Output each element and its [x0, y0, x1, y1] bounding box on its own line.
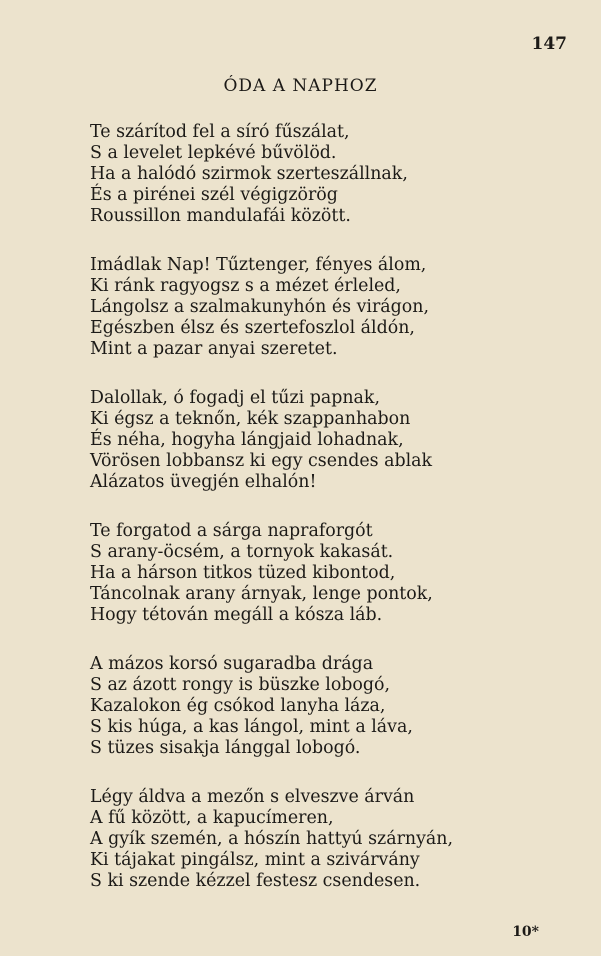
stanza-3: [90, 388, 453, 493]
poem-line: És a pirénei szél végigzörög: [90, 185, 338, 205]
poem-line: S arany-öcsém, a tornyok kakasát.: [90, 542, 394, 562]
poem-line: Légy áldva a mezőn s elveszve árván: [90, 787, 415, 807]
poem-line: Egészben élsz és szertefoszlol áldón,: [90, 318, 415, 338]
poem-line: Hogy tétován megáll a kósza láb.: [90, 605, 383, 625]
poem-line: Ha a hárson titkos tüzed kibontod,: [90, 563, 396, 583]
stanza-5: [90, 654, 453, 759]
poem-body: [90, 122, 453, 920]
page-number: 147: [531, 34, 567, 54]
stanza-6: [90, 787, 453, 892]
poem-line: És néha, hogyha lángjaid lohadnak,: [90, 430, 404, 450]
poem-title: ÓDA A NAPHOZ: [223, 76, 378, 96]
poem-line: Ki égsz a teknőn, kék szappanhabon: [90, 409, 411, 429]
poem-line: S az ázott rongy is büszke lobogó,: [90, 675, 391, 695]
poem-line: S ki szende kézzel festesz csendesen.: [90, 871, 421, 891]
stanza-1: [90, 122, 453, 227]
stanza-4: [90, 521, 453, 626]
poem-line: Ki tájakat pingálsz, mint a szivárvány: [90, 850, 420, 870]
poem-line: Alázatos üvegjén elhalón!: [90, 472, 317, 492]
poem-line: Kazalokon ég csókod lanyha láza,: [90, 696, 386, 716]
poem-line: Lángolsz a szalmakunyhón és virágon,: [90, 297, 429, 317]
poem-line: A fű között, a kapucímeren,: [90, 808, 334, 828]
poem-line: Roussillon mandulafái között.: [90, 206, 351, 226]
poem-line: S kis húga, a kas lángol, mint a láva,: [90, 717, 413, 737]
poem-line: Te forgatod a sárga napraforgót: [90, 521, 373, 541]
poem-line: Vörösen lobbansz ki egy csendes ablak: [90, 451, 433, 471]
stanza-2: [90, 255, 453, 360]
poem-line: Táncolnak arany árnyak, lenge pontok,: [90, 584, 433, 604]
poem-line: Dalollak, ó fogadj el tűzi papnak,: [90, 388, 380, 408]
poem-line: S tüzes sisakja lánggal lobogó.: [90, 738, 361, 758]
poem-line: Ha a halódó szirmok szerteszállnak,: [90, 164, 408, 184]
signature-mark: 10*: [512, 924, 539, 940]
poem-line: Ki ránk ragyogsz s a mézet érleled,: [90, 276, 401, 296]
poem-line: Imádlak Nap! Tűztenger, fényes álom,: [90, 255, 427, 275]
poem-line: Mint a pazar anyai szeretet.: [90, 339, 338, 359]
poem-line: Te szárítod fel a síró fűszálat,: [90, 122, 350, 142]
poem-line: S a levelet lepkévé bűvölöd.: [90, 143, 337, 163]
poem-line: A mázos korsó sugaradba drága: [90, 654, 374, 674]
poem-line: A gyík szemén, a hószín hattyú szárnyán,: [90, 829, 454, 849]
